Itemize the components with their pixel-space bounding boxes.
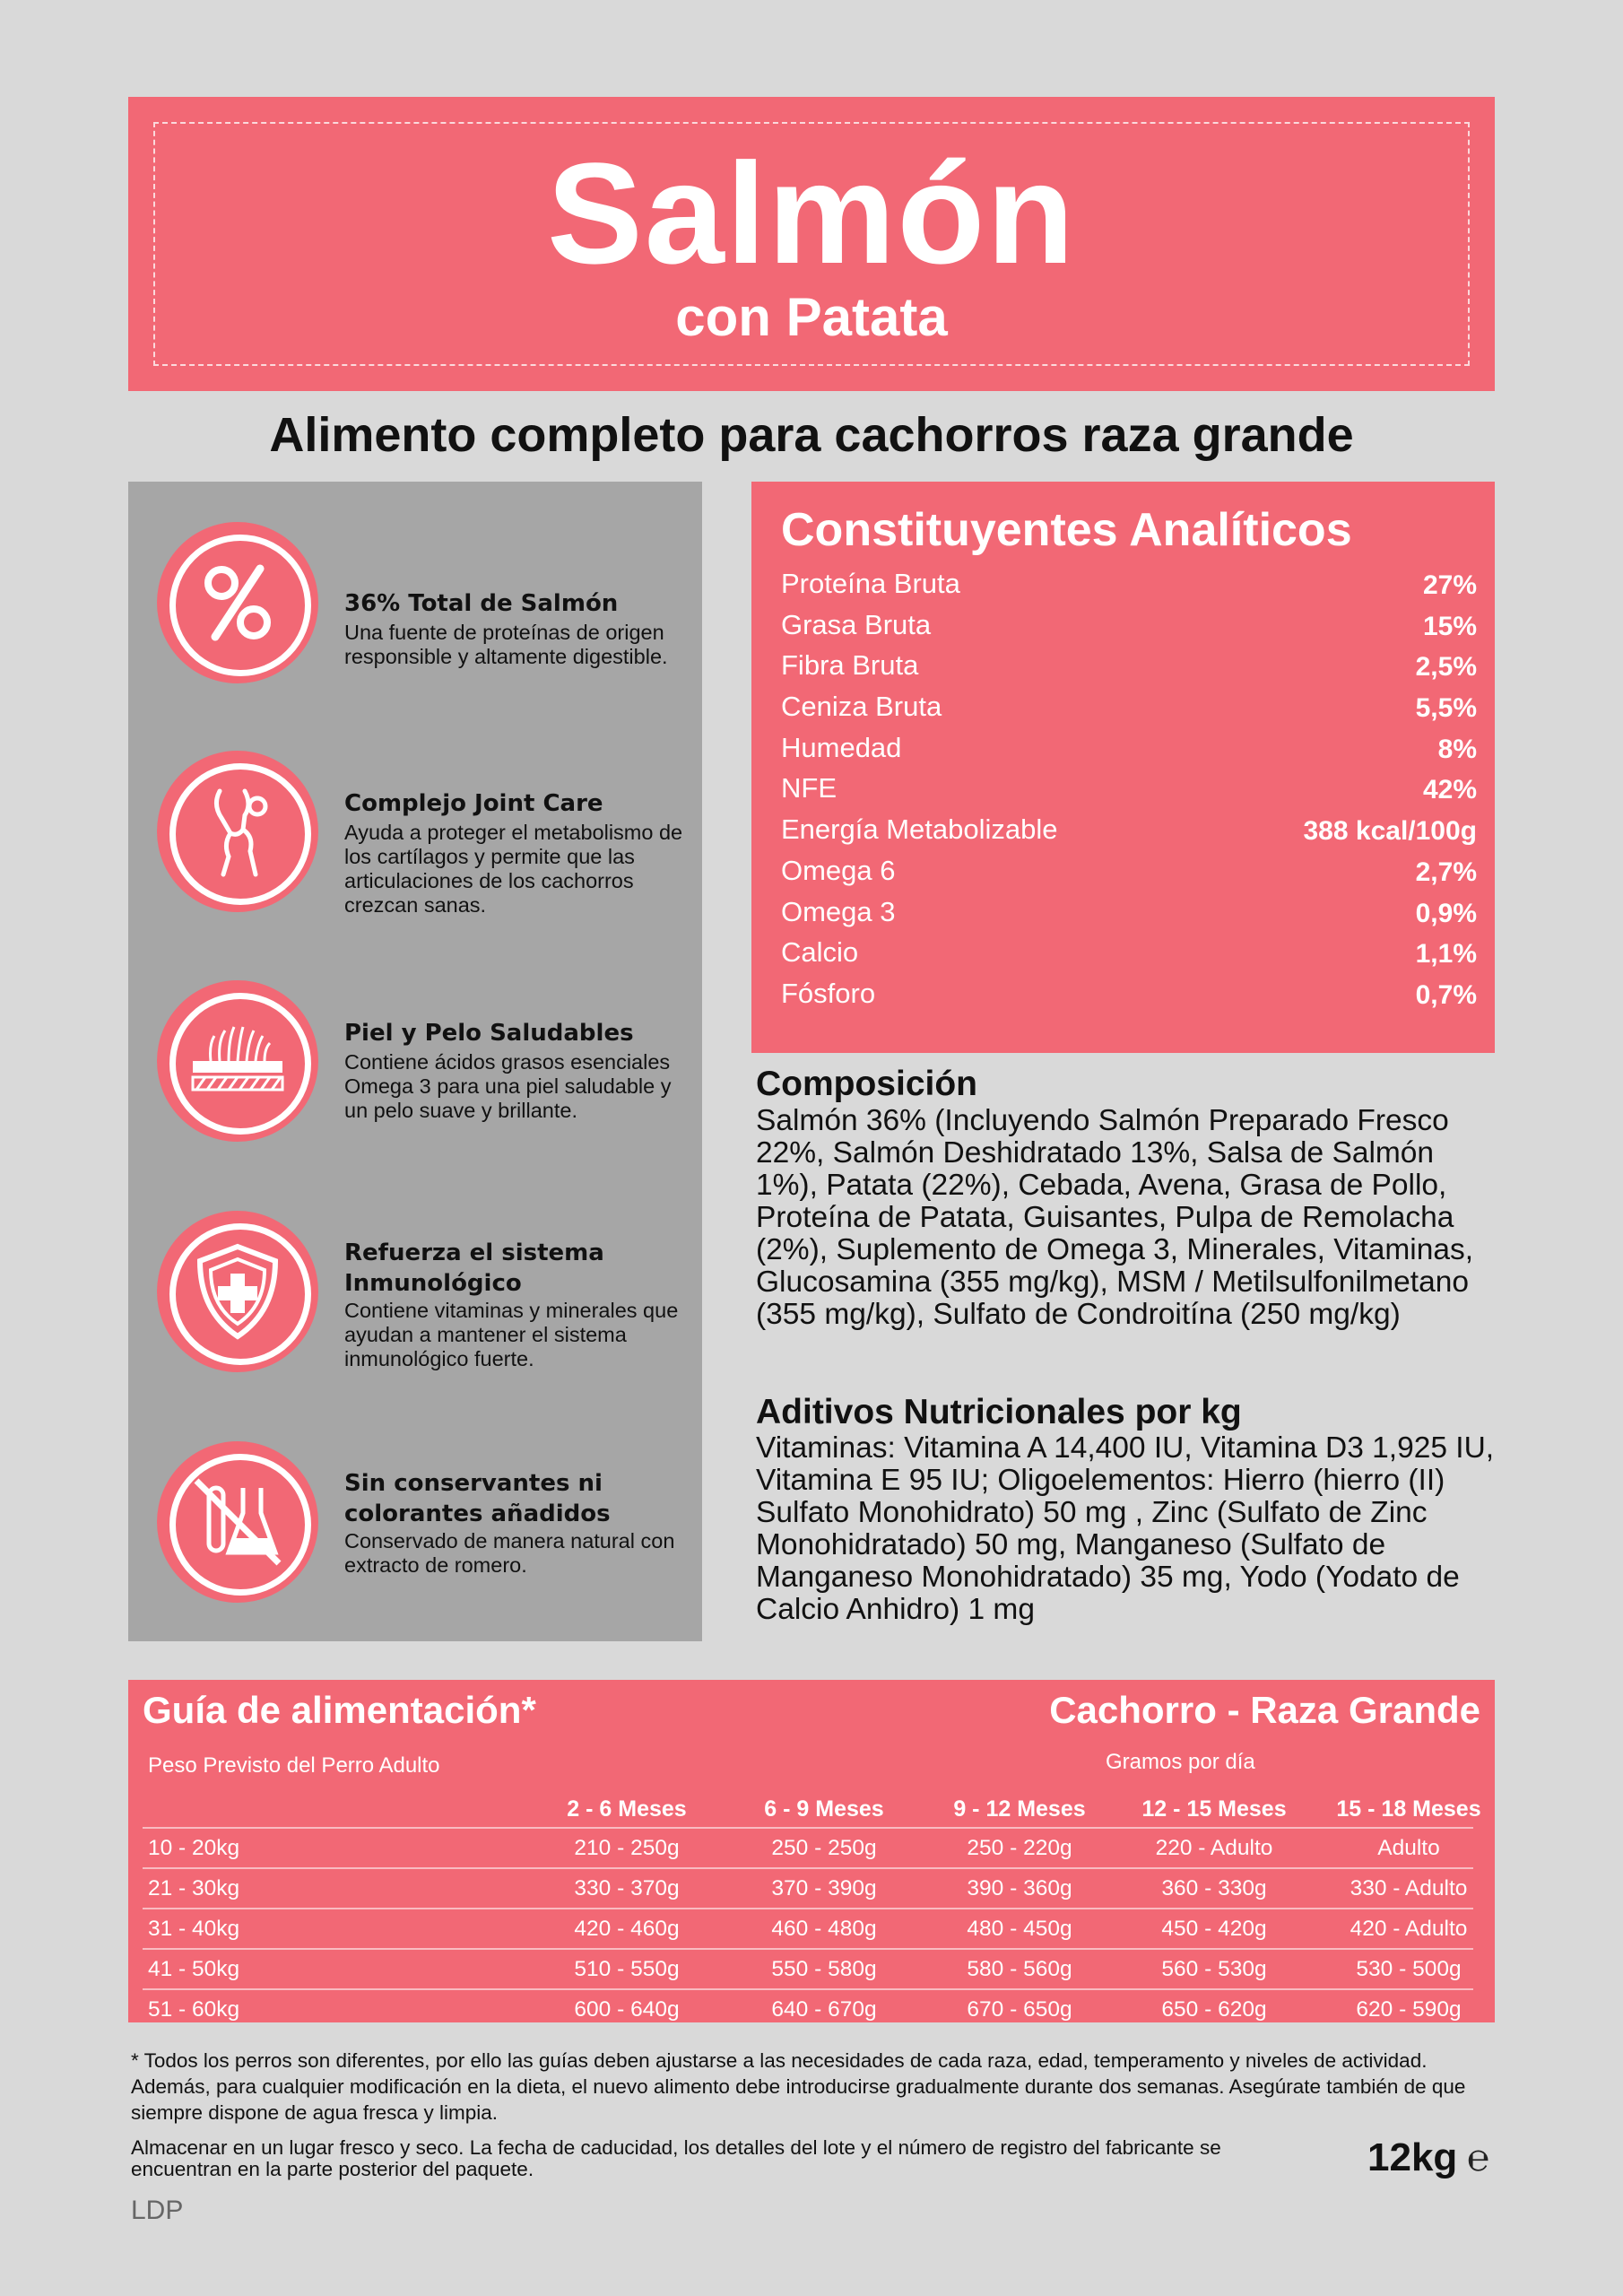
analytic-value: 1,1% [1415,939,1477,970]
brand-code: LDP [131,2196,184,2225]
grams-cell: 370 - 390g [771,1876,877,1900]
estimated-sign-icon: ℮ [1467,2136,1490,2179]
feature-text: Contiene vitaminas y minerales que ayudan a mantener el sistema inmunológico fuerte. [344,1299,679,1370]
analytic-name: Calcio [781,936,859,969]
table-header [143,1788,1481,1827]
composition-title: Composición [756,1065,978,1103]
grams-cell: 670 - 650g [967,1997,1072,2022]
analytic-row [781,564,1477,605]
grams-cell: 220 - Adulto [1155,1836,1273,1860]
grams-cell: 360 - 330g [1161,1876,1267,1900]
analytic-value: 0,9% [1415,898,1477,928]
column-header: 15 - 18 Meses [1336,1796,1481,1822]
analytic-name: Fibra Bruta [781,649,919,682]
analytic-value: 8% [1437,734,1477,764]
weight-cell: 51 - 60kg [148,1997,240,2022]
grams-cell: 250 - 220g [967,1836,1072,1860]
analytic-name: Omega 3 [781,895,896,927]
feature-text: Contiene ácidos grasos esenciales Omega 3 para una piel saludable y un pelo suave y brillante. [344,1050,672,1122]
table-row [143,1827,1473,1867]
feature-text: Conservado de manera natural con extracto de romero. [344,1529,675,1577]
features-panel [128,482,702,1641]
analytic-value: 5,5% [1415,693,1477,724]
grams-cell: 530 - 500g [1356,1957,1462,1981]
analytic-value: 2,5% [1415,652,1477,683]
analytic-value: 2,7% [1415,857,1477,887]
analytic-name: Proteína Bruta [781,568,960,599]
analytic-row [781,728,1477,770]
analytic-constituents-panel [751,482,1495,1053]
analytic-title: Constituyentes Analíticos [781,504,1352,556]
grams-cell: 420 - Adulto [1350,1917,1468,1941]
grams-cell: 330 - Adulto [1350,1876,1468,1900]
product-subtitle: con Patata [675,287,948,347]
analytic-name: Ceniza Bruta [781,691,942,723]
analytic-name: NFE [781,772,837,804]
guide-grams-label: Gramos por día [1106,1750,1255,1774]
column-header: 2 - 6 Meses [567,1796,687,1822]
analytic-row [781,851,1477,892]
grams-cell: 600 - 640g [574,1997,680,2022]
analytic-row [781,605,1477,647]
percent-icon [157,522,318,683]
analytic-name: Grasa Bruta [781,608,932,640]
feeding-guide [128,1680,1495,2022]
analytic-name: Energía Metabolizable [781,813,1058,846]
table-row [143,1988,1473,2029]
grams-cell: 460 - 480g [771,1917,877,1941]
product-tagline: Alimento completo para cachorros raza grande [269,408,1354,462]
analytic-name: Omega 6 [781,854,896,886]
weight-cell: 31 - 40kg [148,1917,240,1941]
grams-cell: 390 - 360g [967,1876,1072,1900]
weight-cell: 10 - 20kg [148,1836,240,1860]
analytic-value: 27% [1422,570,1477,600]
analytic-row [781,687,1477,728]
shield-icon [157,1211,318,1372]
guide-title: Guía de alimentación* [143,1689,536,1731]
storage-note: Almacenar en un lugar fresco y seco. La fecha de caducidad, los detalles del lote y el número de registro del fabricante se encuentran en la parte posterior del paquete. [131,2136,1221,2180]
no-additives-icon [157,1441,318,1603]
feature-title: Sin conservantes ni colorantes añadidos [344,1470,611,1527]
analytic-row [781,892,1477,934]
feature-title: Complejo Joint Care [344,790,603,817]
analytic-value: 15% [1422,611,1477,641]
product-title: Salmón [547,133,1076,293]
analytic-name: Humedad [781,731,902,763]
column-header: 6 - 9 Meses [764,1796,884,1822]
analytic-row [781,646,1477,687]
guide-weight-label: Peso Previsto del Perro Adulto [148,1753,440,1778]
table-row [143,1867,1473,1908]
column-header: 9 - 12 Meses [953,1796,1086,1822]
column-header: 12 - 15 Meses [1141,1796,1287,1822]
additives-text: Vitaminas: Vitamina A 14,400 IU, Vitamina D3 1,925 IU, Vitamina E 95 IU; Oligoelementos: Hierro (hierro (II) Sulfato Monohidrato) 50 mg , Zinc (Sulfato de Zinc Monohidratado) 50 mg, Manganeso (Sulfato de Manganeso Monohidratado) 35 mg, Yodo (Yodato de Calcio Anhidro) 1 mg [756,1431,1495,1626]
guide-subtitle: Cachorro - Raza Grande [1049,1689,1480,1731]
analytic-list [781,564,1477,1015]
weight-cell: 41 - 50kg [148,1957,240,1981]
analytic-row [781,974,1477,1015]
grams-cell: 510 - 550g [574,1957,680,1981]
feature-text: Una fuente de proteínas de origen responsible y altamente digestible. [344,621,668,668]
additives-title: Aditivos Nutricionales por kg [756,1393,1242,1431]
feature-title: 36% Total de Salmón [344,590,619,617]
table-row [143,1908,1473,1948]
grams-cell: 450 - 420g [1161,1917,1267,1941]
feature-text: Ayuda a proteger el metabolismo de los cartílagos y permite que las articulaciones de los cachorros crezcan sanas. [344,821,683,917]
grams-cell: Adulto [1377,1836,1440,1860]
grams-cell: 420 - 460g [574,1917,680,1941]
feature-title: Refuerza el sistema Inmunológico [344,1239,604,1297]
weight-cell: 21 - 30kg [148,1876,240,1900]
feature-title: Piel y Pelo Saludables [344,1020,634,1047]
grams-cell: 550 - 580g [771,1957,877,1981]
grams-cell: 210 - 250g [574,1836,680,1860]
analytic-name: Fósforo [781,977,876,1009]
analytic-value: 42% [1422,775,1477,805]
feeding-table [143,1788,1481,2029]
feeding-footnote: * Todos los perros son diferentes, por ello las guías deben ajustarse a las necesidades de cada raza, edad, temperamento y niveles de actividad. Además, para cualquier modificación en la dieta, el nuevo alimento debe introducirse gradualmente durante dos semanas. Asegúrate también de que siempre dispone de agua fresca y limpia. [131,2049,1466,2124]
analytic-row [781,810,1477,851]
grams-cell: 580 - 560g [967,1957,1072,1981]
skin-hair-icon [157,980,318,1142]
analytic-value: 0,7% [1415,979,1477,1010]
grams-cell: 650 - 620g [1161,1997,1267,2022]
analytic-row [781,933,1477,974]
net-weight: 12kg [1367,2135,1458,2179]
grams-cell: 620 - 590g [1356,1997,1462,2022]
grams-cell: 480 - 450g [967,1917,1072,1941]
table-row [143,1948,1473,1988]
grams-cell: 250 - 250g [771,1836,877,1860]
composition-text: Salmón 36% (Incluyendo Salmón Preparado Fresco 22%, Salmón Deshidratado 13%, Salsa de Salmón 1%), Patata (22%), Cebada, Avena, Grasa de Pollo, Proteína de Patata, Guisantes, Pulpa de Remolacha (2%), Suplemento de Omega 3, Minerales, Vitaminas, Glucosamina (355 mg/kg), MSM / Metilsulfonilmetano (355 mg/kg), Sulfato de Condroitína (250 mg/kg) [756,1104,1474,1331]
grams-cell: 330 - 370g [574,1876,680,1900]
analytic-value: 388 kcal/100g [1303,816,1477,847]
grams-cell: 560 - 530g [1161,1957,1267,1981]
analytic-row [781,769,1477,810]
grams-cell: 640 - 670g [771,1997,877,2022]
joint-icon [157,751,318,912]
title-banner [128,97,1495,391]
